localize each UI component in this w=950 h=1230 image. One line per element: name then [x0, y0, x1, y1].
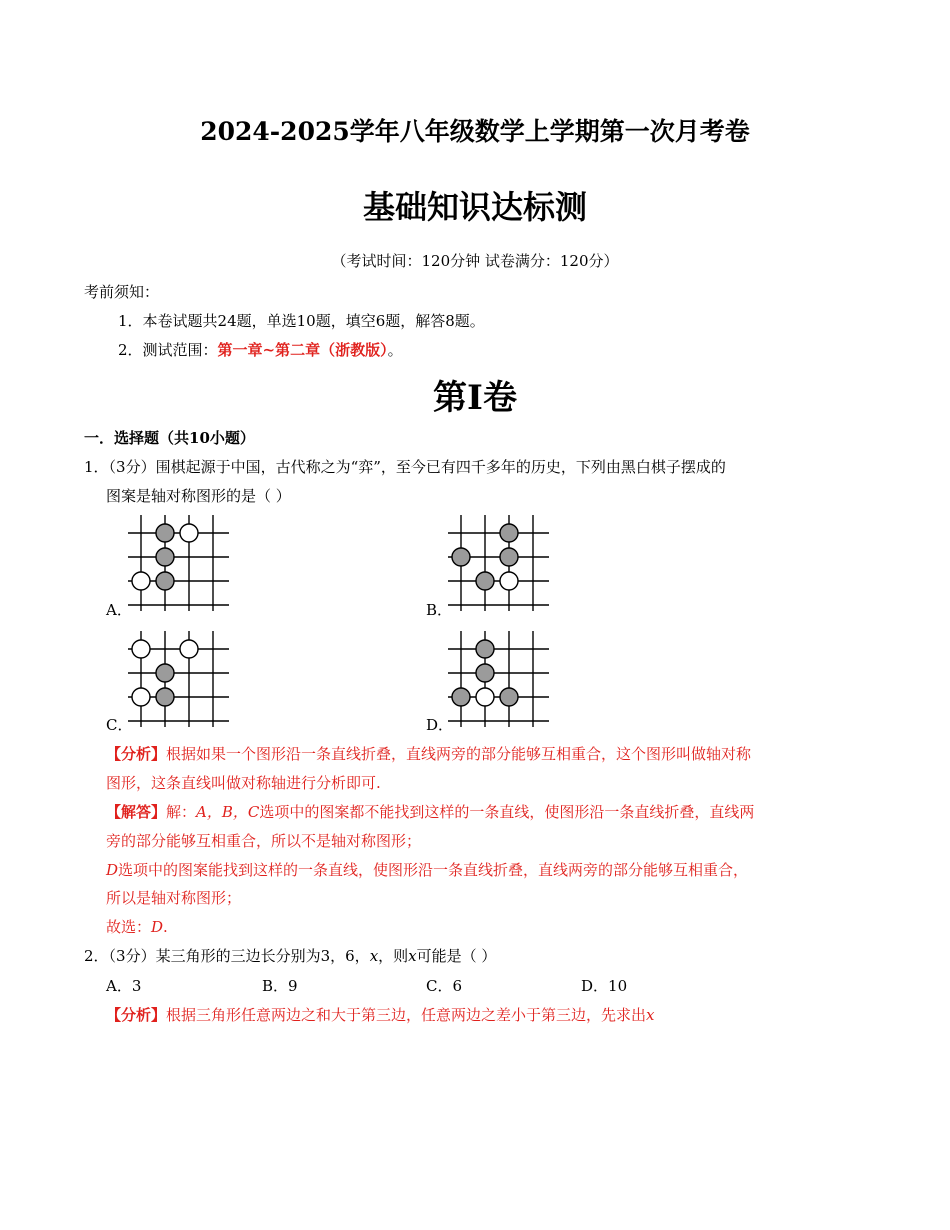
q1-option-b: B． — [426, 601, 453, 619]
q1-answer-var-d: D — [106, 861, 119, 879]
black-stone — [476, 572, 494, 590]
q1-answer-text1b: 选项中的图案都不能找到这样的一条直线，使图形沿一条直线折叠，直线两 — [259, 803, 755, 821]
volume-title: 第Ⅰ卷 — [433, 378, 517, 418]
q2-option-c: C．6 — [426, 977, 463, 995]
q1-answer-text3: 选项中的图案能找到这样的一条直线，使图形沿一条直线折叠，直线两旁的部分能够互相重合， — [118, 861, 749, 879]
q1-answer-text1a: 解： — [166, 803, 197, 821]
exam-info: （考试时间：120分钟 试卷满分：120分） — [331, 252, 619, 270]
black-stone — [500, 688, 518, 706]
black-stone — [452, 548, 470, 566]
q2-option-b: B．9 — [262, 977, 298, 995]
black-stone — [476, 640, 494, 658]
q1-answer-line3 — [106, 859, 748, 881]
q1-stem-line1: 1．（3分）围棋起源于中国，古代称之为“弈”，至今已有四千多年的历史，下列由黑白棋子摆成的 — [84, 458, 726, 476]
black-stone — [156, 664, 174, 682]
q2-stem-prefix: 2．（3分）某三角形的三边长分别为3，6， — [84, 947, 370, 965]
go-board-c — [128, 628, 234, 732]
q1-analysis-line1 — [106, 743, 751, 765]
q2-analysis — [106, 1004, 655, 1026]
q1-answer-line4: 所以是轴对称图形； — [106, 889, 242, 907]
q2-stem-var: x — [369, 947, 379, 965]
q1-stem-line2: 图案是轴对称图形的是（ ） — [106, 487, 291, 505]
notice-item-2-suffix: 。 — [387, 341, 403, 359]
q1-option-d: D． — [426, 716, 454, 734]
q1-choice-var: D — [151, 918, 164, 936]
black-stone — [452, 688, 470, 706]
q1-analysis-line2: 图形，这条直线叫做对称轴进行分析即可. — [106, 774, 381, 792]
notice-heading: 考前须知： — [84, 283, 160, 301]
white-stone — [132, 572, 150, 590]
q2-analysis-var: x — [646, 1006, 655, 1024]
white-stone — [132, 688, 150, 706]
q2-option-d: D．10 — [581, 977, 628, 995]
exam-subtitle: 基础知识达标测 — [362, 188, 587, 226]
q1-choice — [106, 916, 168, 938]
go-board-b — [448, 512, 554, 616]
white-stone — [132, 640, 150, 658]
notice-item-2-prefix: 2．测试范围： — [118, 341, 218, 359]
notice-scope: 第一章~第二章（浙教版） — [217, 341, 388, 359]
q1-choice-prefix: 故选： — [106, 918, 152, 936]
notice-item-2 — [118, 339, 403, 361]
q2-stem-var2: x — [408, 947, 417, 965]
q2-stem — [84, 945, 496, 967]
q1-choice-suffix: . — [163, 918, 168, 936]
q1-analysis-tag: 【分析】 — [106, 745, 167, 763]
black-stone — [500, 524, 518, 542]
notice-item-1: 1．本卷试题共24题，单选10题，填空6题，解答8题。 — [118, 312, 485, 330]
q1-option-c: C． — [106, 716, 133, 734]
black-stone — [156, 572, 174, 590]
go-board-d — [448, 628, 554, 732]
q2-analysis-tag: 【分析】 — [106, 1006, 167, 1024]
black-stone — [156, 548, 174, 566]
black-stone — [156, 524, 174, 542]
exam-title: 2024-2025学年八年级数学上学期第一次月考卷 — [200, 117, 750, 146]
section-heading: 一．选择题（共10小题） — [84, 429, 255, 447]
q1-answer-tag: 【解答】 — [106, 803, 167, 821]
q2-stem-suffix: 可能是（ ） — [416, 947, 497, 965]
q1-answer-line1 — [106, 801, 754, 823]
q2-analysis-text: 根据三角形任意两边之和大于第三边，任意两边之差小于第三边，先求出 — [166, 1006, 647, 1024]
black-stone — [156, 688, 174, 706]
q1-analysis-text1: 根据如果一个图形沿一条直线折叠，直线两旁的部分能够互相重合，这个图形叫做轴对称 — [166, 745, 752, 763]
q1-answer-line2: 旁的部分能够互相重合，所以不是轴对称图形； — [106, 832, 422, 850]
go-board-a — [128, 512, 234, 616]
white-stone — [500, 572, 518, 590]
white-stone — [180, 524, 198, 542]
q1-option-a: A． — [106, 601, 132, 619]
black-stone — [500, 548, 518, 566]
black-stone — [476, 664, 494, 682]
white-stone — [476, 688, 494, 706]
white-stone — [180, 640, 198, 658]
q2-option-a: A．3 — [106, 977, 142, 995]
q2-stem-mid: ，则 — [378, 947, 409, 965]
q1-answer-vars: A，B，C — [196, 803, 260, 821]
